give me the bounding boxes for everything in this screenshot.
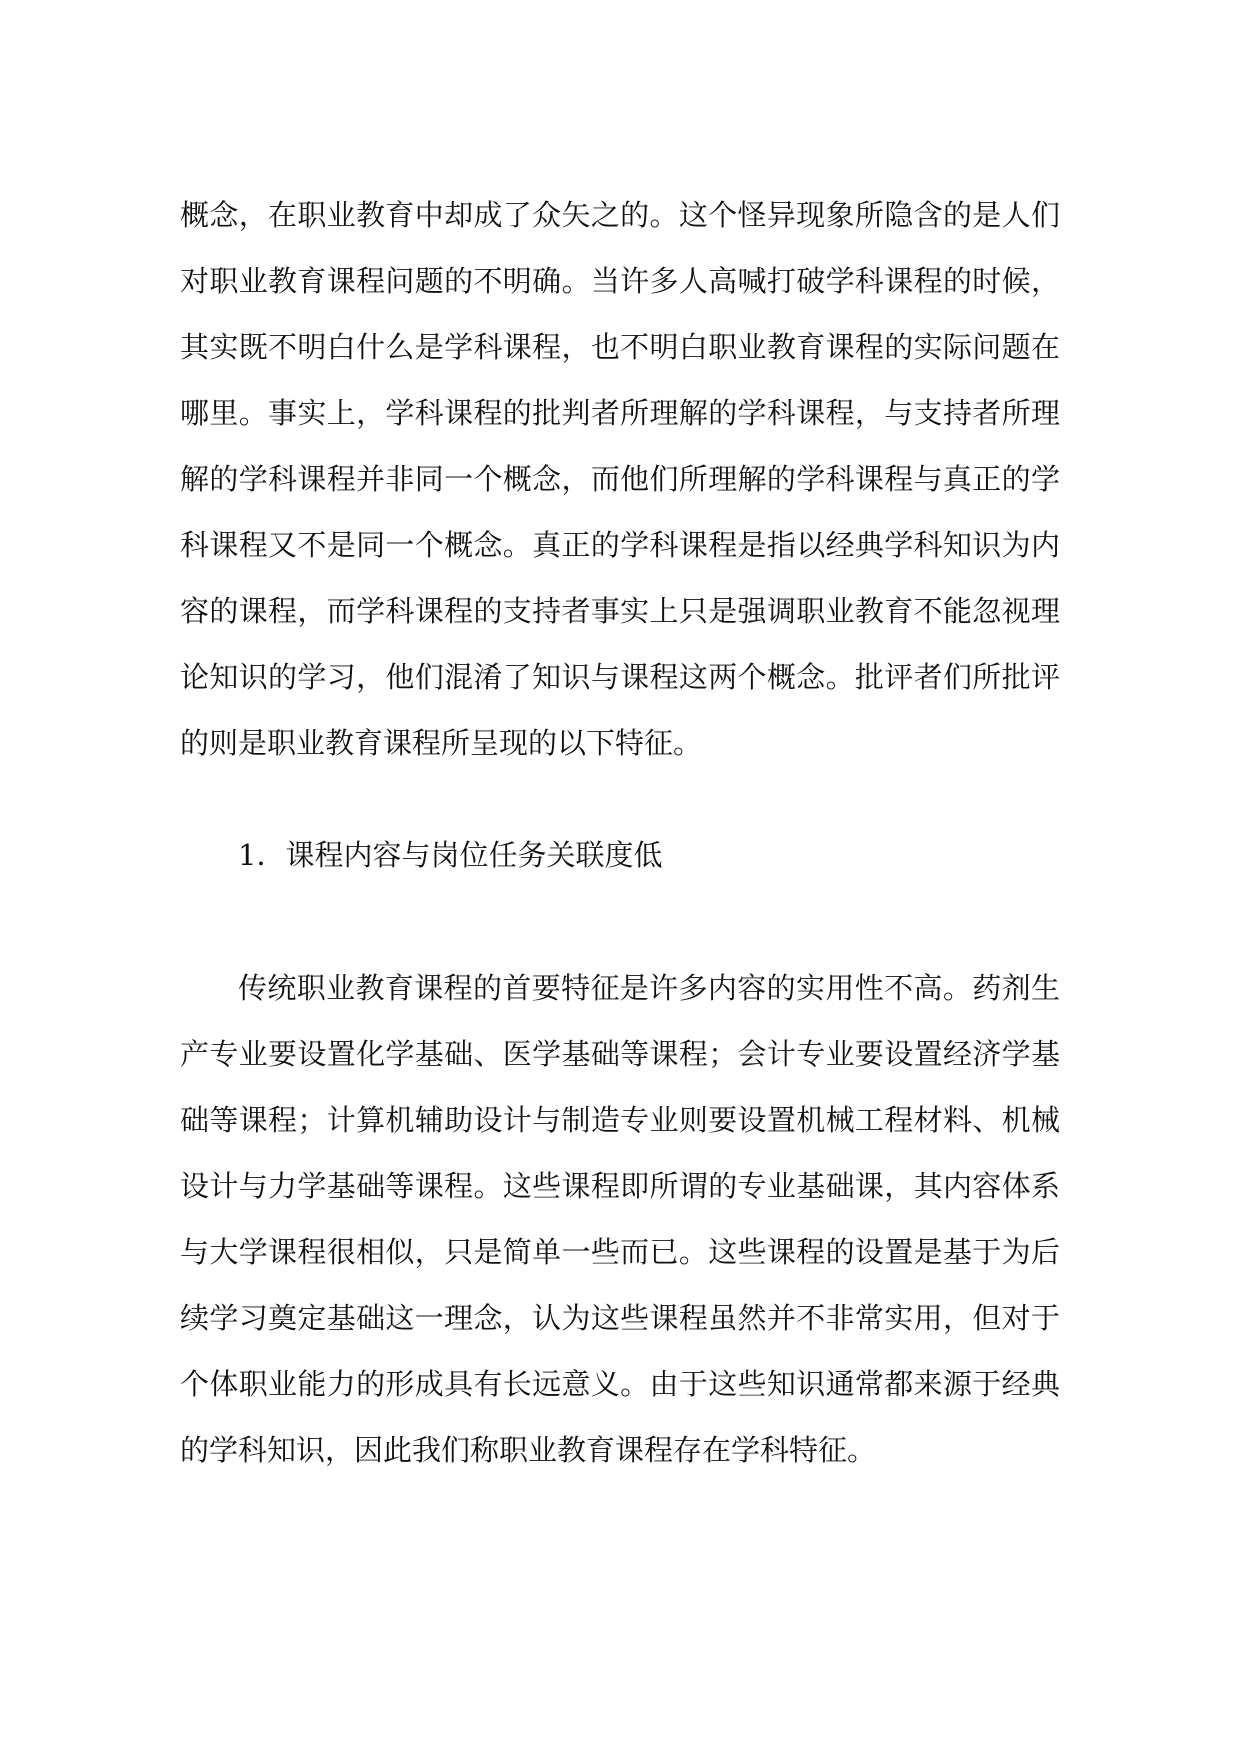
body-paragraph-2: 传统职业教育课程的首要特征是许多内容的实用性不高。药剂生产专业要设置化学基础、医学基础等课程；会计专业要设置经济学基础等课程；计算机辅助设计与制造专业则要设置机械工程材料、机械设计与力学基础等课程。这些课程即所谓的专业基础课，其内容体系与大学课程很相似，只是简单一些而已。这些课程的设置是基于为后续学习奠定基础这一理念，认为这些课程虽然并不非常实用，但对于个体职业能力的形成具有长远意义。由于这些知识通常都来源于经典的学科知识，因此我们称职业教育课程存在学科特征。 (180, 971, 1060, 1467)
body-paragraph-1: 概念，在职业教育中却成了众矢之的。这个怪异现象所隐含的是人们对职业教育课程问题的不明确。当许多人高喊打破学科课程的时候，其实既不明白什么是学科课程，也不明白职业教育课程的实际问题在哪里。事实上，学科课程的批判者所理解的学科课程，与支持者所理解的学科课程并非同一个概念，而他们所理解的学科课程与真正的学科课程又不是同一个概念。真正的学科课程是指以经典学科知识为内容的课程，而学科课程的支持者事实上只是强调职业教育不能忽视理论知识的学习，他们混淆了知识与课程这两个概念。批评者们所批评的则是职业教育课程所呈现的以下特征。 (180, 198, 1060, 760)
section-heading: 1．课程内容与岗位任务关联度低 (238, 838, 663, 872)
